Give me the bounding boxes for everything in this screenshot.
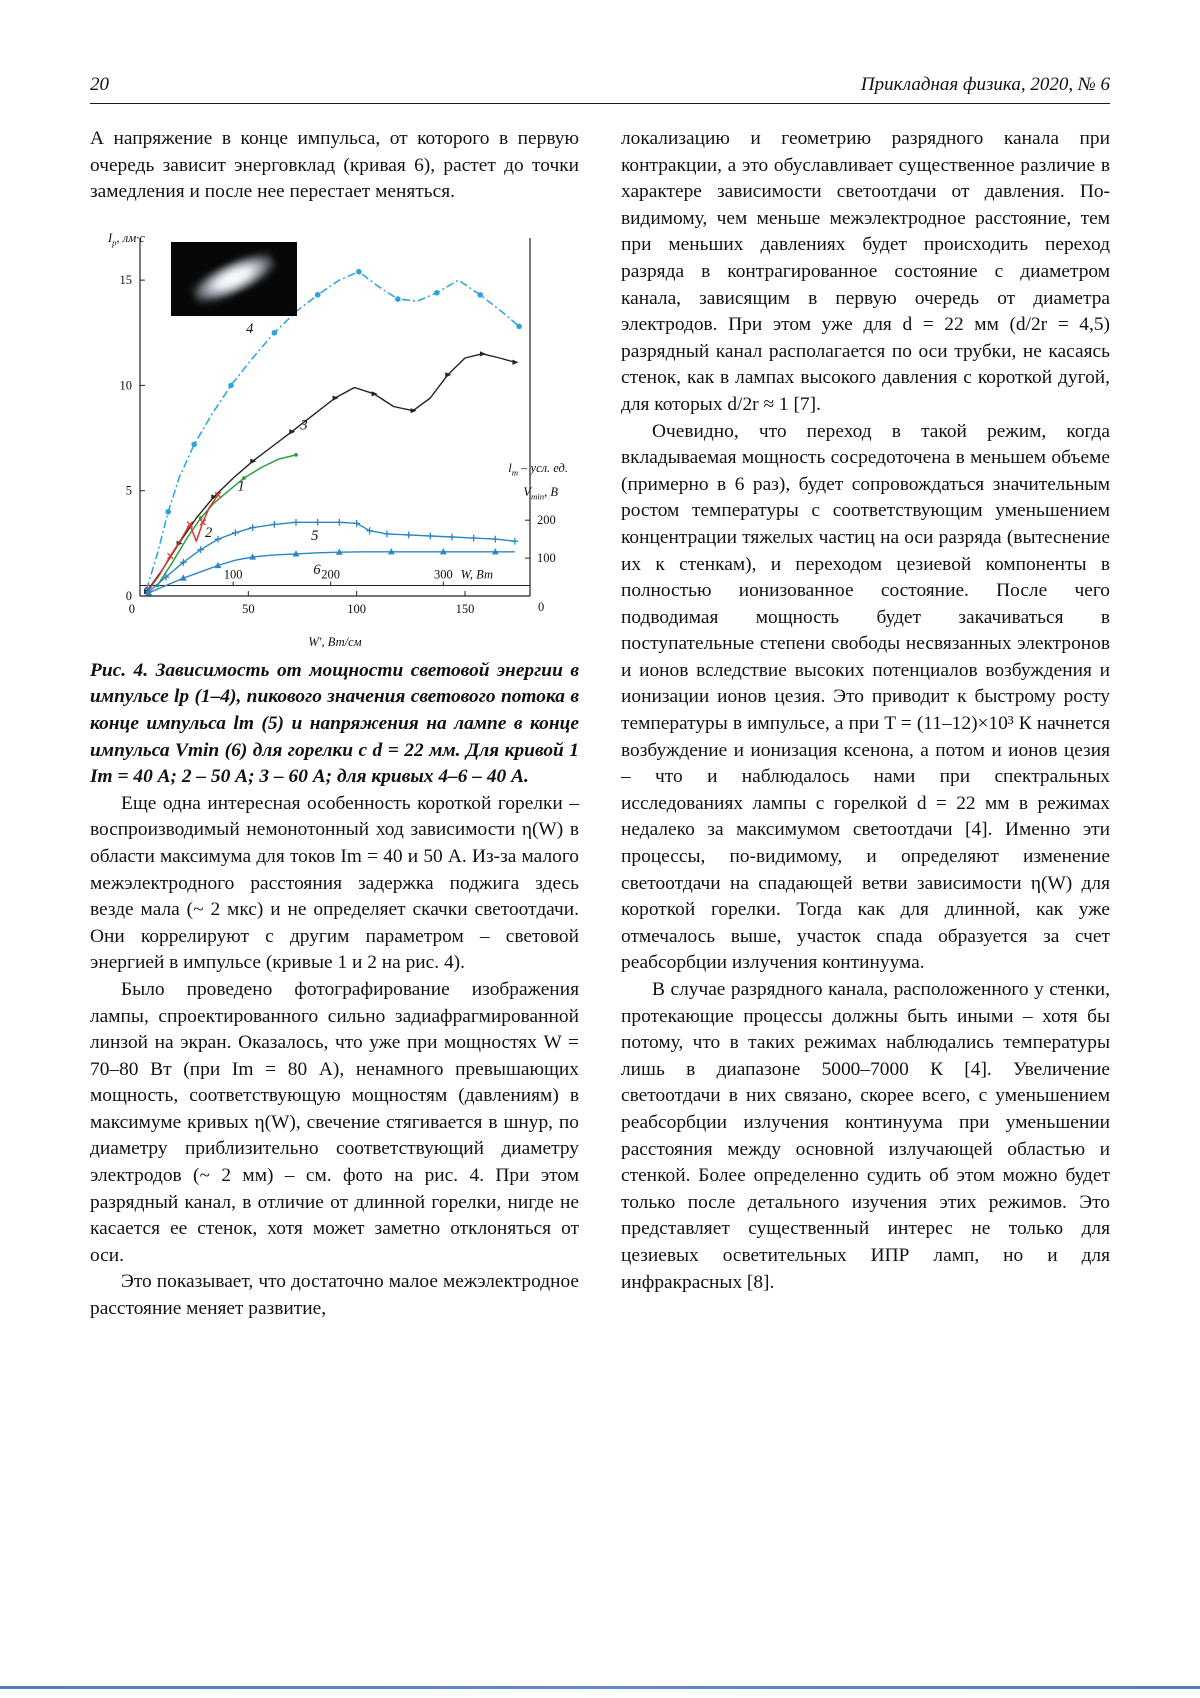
svg-text:15: 15 [119, 272, 132, 287]
svg-text:5: 5 [310, 527, 318, 544]
paragraph: Очевидно, что переход в такой режим, когда вкладываемая мощность сосредоточена в меньшем объеме (примерно в 6 раз), будет сопровождаться значительным ростом температуры с соответствующим уменьшением концентрации тяжелых частиц на оси разряда (вытеснение их к стенкам), и переходом цезиевой компоненты в полностью ионизованное состояние. После чего подводимая мощность будет закачиваться в поступательные степени свободы несвязанных электронов и ионов вследствие высоких потенциалов возбуждения и ионизации ионов цезия. Это приводит к быстрому росту температуры в импульсе, а при T = (11–12)×10³ К начнется возбуждение и ионизация ксенона, а потом и ионов цезия – что и наблюдалось нами при спектральных исследованиях лампы с горелкой d = 22 мм в режимах недалеко за максимумом светоотдачи [4]. Именно эти процессы, по-видимому, и определяют изменение светоотдачи на спадающей ветви зависимости η(W) для короткой горелки. Тогда как для длинной, как уже отмечалось выше, участок спада образуется за счет реабсорбции излучения континуума. [621, 420, 1110, 974]
paragraph: локализацию и геометрию разрядного канала при контракции, а это обуславливает существенное различие в характере зависимости светоотдачи от давления. По-видимому, чем меньше межэлектродное расстояние, тем при меньших давлениях будет происходить переход разряда в контрагированное состояние с диаметром канала, зависящим в первую очередь от диаметра электродов. При этом уже для d = 22 мм (d/2r = 4,5) разрядный канал располагается по оси трубки, не касаясь стенок, как в лампах высокого давления с короткой дугой, для которых d/2r ≈ 1 [7]. [621, 128, 1110, 415]
journal-title: Прикладная физика, 2020, № 6 [860, 74, 1110, 95]
figure-caption: Рис. 4. Зависимость от мощности световой энергии в импульсе lp (1–4), пикового значения светового потока в конце импульса lm (5) и напряжения на лампе в конце импульса Vmin (6) для горелки с d = 22 мм. Для кривой 1 Im = 40 А; 2 – 50 А; 3 – 60 А; для кривых 4–6 – 40 А. [90, 659, 579, 788]
right-column [621, 126, 1110, 1323]
paragraph: В случае разрядного канала, расположенного у стенки, протекающие процессы должны быть иными – хотя бы потому, что в таких режимах наблюдались температуры лишь в диапазоне 5000–7000 К [4]. Увеличение светоотдачи в них связано, скорее всего, с уменьшением реабсорбции излучения континуума при уменьшении расстояния между основной излучающей областью и стенкой. Более определенно судить об этом можно будет только после детального изучения этих режимов. Это представляет существенный интерес не только для цезиевых осветительных ИПР ламп, но и для инфракрасных [8]. [621, 979, 1110, 1293]
lamp-discharge-photo [171, 242, 297, 316]
left-column [90, 126, 579, 1323]
svg-text:3: 3 [299, 417, 308, 434]
figure-chart [94, 222, 576, 654]
svg-text:100: 100 [223, 567, 243, 582]
figure-4 [94, 222, 576, 654]
svg-text:150: 150 [455, 601, 474, 616]
svg-text:Vmin, В: $V_{min}$, В [522, 484, 558, 502]
paragraph: А напряжение в конце импульса, от которого в первую очередь зависит энерговклад (кривая 6), растет до точки замедления и после нее перестает меняться. [90, 128, 579, 203]
svg-text:6: 6 [312, 561, 321, 578]
discharge-streak [186, 244, 280, 310]
svg-text:Ip, лм·с: $I_p$, лм·с [107, 230, 145, 248]
svg-text:0: 0 [537, 599, 544, 614]
svg-text:0: 0 [125, 588, 132, 603]
svg-text:200: 200 [536, 512, 556, 527]
svg-text:10: 10 [119, 378, 132, 393]
svg-text:100: 100 [346, 601, 366, 616]
bottom-page-rule [0, 1686, 1200, 1689]
svg-text:200: 200 [320, 567, 340, 582]
svg-text:300: 300 [433, 567, 453, 582]
svg-text:0: 0 [128, 601, 135, 616]
page-number: 20 [90, 74, 109, 95]
svg-text:1: 1 [237, 478, 245, 495]
svg-text:5: 5 [125, 483, 132, 498]
paragraph: Было проведено фотографирование изображения лампы, спроектированного сильно задиафрагмированной линзой на экран. Оказалось, что уже при мощностях W = 70–80 Вт (при Im = 80 А), ненамного превышающих мощность, соответствующую мощностям (давлениям) в максимуме кривых η(W), свечение стягивается в шнур, по диаметру приблизительно соответствующий диаметру электродов (~ 2 мм) – см. фото на рис. 4. При этом разрядный канал, в отличие от длинной горелки, нигде не касается ее стенок, хотя может заметно отклоняться от оси. [90, 978, 579, 1266]
svg-text:W, Вт: W, Вт [460, 567, 493, 582]
paragraph: Это показывает, что достаточно малое межэлектродное расстояние меняет развитие, [90, 1271, 579, 1320]
svg-text:2: 2 [204, 524, 212, 541]
paragraph: Еще одна интересная особенность короткой горелки – воспроизводимый немонотонный ход зависимости η(W) в области максимума для токов Im = 40 и 50 А. Из-за малого межэлектродного расстояния задержка поджига здесь везде мала (~ 2 мкс) и не определяет скачки светоотдачи. Они коррелируют с другим параметром – световой энергией в импульсе (кривые 1 и 2 на рис. 4). [90, 792, 579, 974]
svg-text:W′, Вт/см: W′, Вт/см [307, 634, 362, 649]
page-header [90, 74, 1110, 104]
svg-text:100: 100 [536, 550, 556, 565]
svg-text:4: 4 [245, 320, 253, 337]
svg-text:lm – усл. ед.: $l_m$ – усл. ед. [507, 460, 568, 478]
two-column-body [90, 126, 1110, 1323]
svg-text:50: 50 [241, 601, 255, 616]
